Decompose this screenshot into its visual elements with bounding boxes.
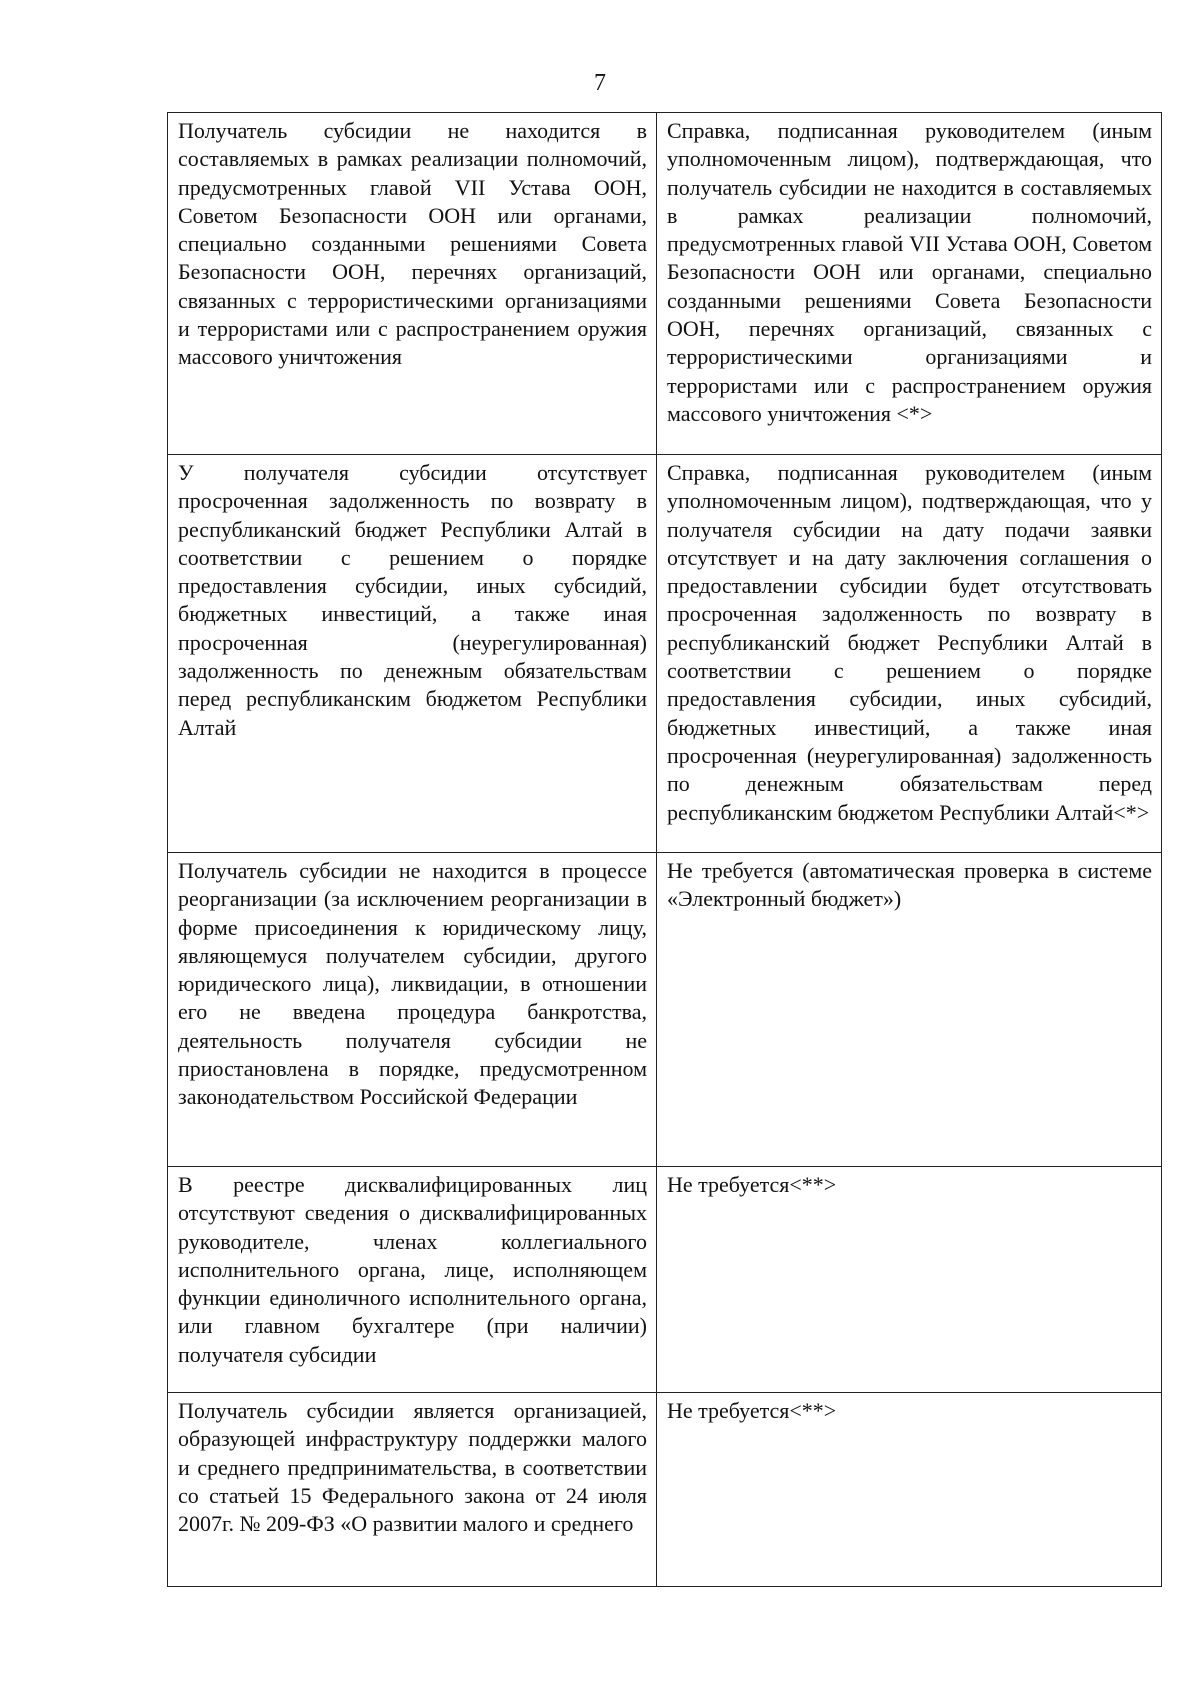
page-number: 7 bbox=[594, 70, 606, 96]
table-row bbox=[168, 455, 1162, 853]
document-text: Не требуется<**> bbox=[667, 1172, 837, 1197]
document-text: Не требуется<**> bbox=[667, 1398, 837, 1423]
requirement-text: У получателя субсидии отсутствует просроченная задолженность по возврату в республиканский бюджет Республики Алтай в соответствии с решением о порядке предоставления субсидии, иных субсидий, бюджетных инвестиций, а также иная просроченная (неурегулированная) задолженность по денежным обязательствам перед республиканским бюджетом Республики Алтай bbox=[178, 460, 647, 740]
requirement-cell bbox=[168, 1167, 657, 1393]
requirement-cell bbox=[168, 1393, 657, 1587]
requirement-text: Получатель субсидии не находится в составляемых в рамках реализации полномочий, предусмотренных главой VII Устава ООН, Советом Безопасности ООН или органами, специально созданными решениями Совета Безопасности ООН, перечнях организаций, связанных с террористическими организациями и террористами или с распространением оружия массового уничтожения bbox=[178, 118, 647, 370]
document-text: Не требуется (автоматическая проверка в системе «Электронный бюджет») bbox=[667, 858, 1152, 912]
document-cell bbox=[657, 853, 1162, 1167]
table-row bbox=[168, 1393, 1162, 1587]
document-cell bbox=[657, 1167, 1162, 1393]
requirement-cell bbox=[168, 113, 657, 455]
requirements-table bbox=[167, 112, 1162, 1587]
requirement-text: Получатель субсидии является организацией, образующей инфраструктуру поддержки малого и среднего предпринимательства, в соответствии со статьей 15 Федерального закона от 24 июля 2007г. № 209-ФЗ «О развитии малого и среднего bbox=[178, 1398, 647, 1537]
requirement-cell bbox=[168, 455, 657, 853]
document-text: Справка, подписанная руководителем (иным уполномоченным лицом), подтверждающая, что получатель субсидии не находится в составляемых в рамках реализации полномочий, предусмотренных главой VII Устава ООН, Советом Безопасности ООН или органами, специально созданными решениями Совета Безопасности ООН, перечнях организаций, связанных с террористическими организациями и террористами или с распространением оружия массового уничтожения <*> bbox=[667, 118, 1152, 426]
table-row bbox=[168, 853, 1162, 1167]
table-row bbox=[168, 113, 1162, 455]
document-text: Справка, подписанная руководителем (иным уполномоченным лицом), подтверждающая, что у получателя субсидии на дату подачи заявки отсутствует и на дату заключения соглашения о предоставлении субсидии будет отсутствовать просроченная задолженность по возврату в республиканский бюджет Республики Алтай в соответствии с решением о порядке предоставления субсидии, иных субсидий, бюджетных инвестиций, а также иная просроченная (неурегулированная) задолженность по денежным обязательствам перед республиканским бюджетом Республики Алтай<*> bbox=[667, 460, 1152, 825]
document-cell bbox=[657, 113, 1162, 455]
document-cell bbox=[657, 455, 1162, 853]
requirement-text: В реестре дисквалифицированных лиц отсутствуют сведения о дисквалифицированных руководителе, членах коллегиального исполнительного органа, лице, исполняющем функции единоличного исполнительного органа, или главном бухгалтере (при наличии) получателя субсидии bbox=[178, 1172, 647, 1367]
requirement-cell bbox=[168, 853, 657, 1167]
requirement-text: Получатель субсидии не находится в процессе реорганизации (за исключением реорганизации в форме присоединения к юридическому лицу, являющемуся получателем субсидии, другого юридического лица), ликвидации, в отношении его не введена процедура банкротства, деятельность получателя субсидии не приостановлена в порядке, предусмотренном законодательством Российской Федерации bbox=[178, 858, 647, 1110]
document-cell bbox=[657, 1393, 1162, 1587]
table-row bbox=[168, 1167, 1162, 1393]
